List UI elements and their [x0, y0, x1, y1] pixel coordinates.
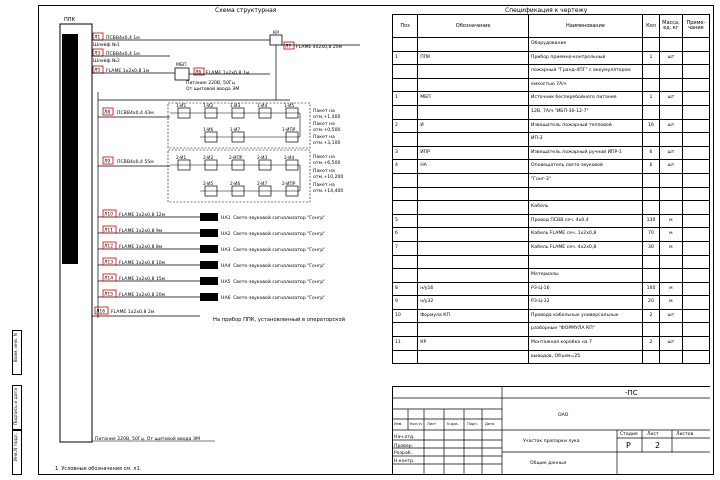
ppk-note: На прибор ППК, установленный в операторской [213, 317, 345, 323]
spec-row: 8 н/у16 РЗ-Ц-16 160 м [393, 282, 710, 296]
svg-text:Свето-звуковой сигнализатор "Г: Свето-звуковой сигнализатор "Гонгр" [233, 280, 326, 285]
spec-row: пожарный "Гранд-4ПГ" с аккумулятором [393, 65, 710, 79]
svg-text:НА6: НА6 [221, 296, 231, 301]
svg-text:отм.+10,200: отм.+10,200 [313, 175, 344, 180]
spec-row: Оборудование [393, 38, 710, 52]
spec-row: "Гонг-3" [393, 173, 710, 187]
scheme-title: Схема структурная [215, 7, 277, 14]
svg-text:Л10: Л10 [104, 212, 114, 218]
cable-tag: Л9 [104, 159, 111, 165]
svg-text:Л15: Л15 [104, 292, 114, 298]
side-box-1: Взам. инв. N [12, 330, 22, 375]
svg-text:2-И5: 2-И5 [203, 182, 214, 187]
svg-text:FLAME 1х2х0,8 12м: FLAME 1х2х0,8 12м [119, 213, 166, 218]
svg-text:FLAME 1х2х0,8 9м: FLAME 1х2х0,8 9м [119, 229, 163, 234]
spec-row: 1 МБП Источник бесперебойного питания 1 шт [393, 92, 710, 106]
sheet-value: 2 [655, 441, 661, 450]
cable-text: ПСВВ4х0,4 55м [117, 160, 154, 165]
sheet-label: Лист [647, 432, 659, 437]
cable-text: ПСВВ4х0,4 1м [106, 36, 140, 41]
spec-row [393, 187, 710, 201]
siren-row [98, 258, 325, 269]
svg-text:2-И6: 2-И6 [230, 182, 241, 187]
svg-text:Свето-звуковой сигнализатор "Г: Свето-звуковой сигнализатор "Гонгр" [233, 232, 326, 237]
spec-row: Кабель [393, 201, 710, 215]
spec-row: 9 н/у32 РЗ-Ц-32 20 м [393, 296, 710, 310]
spec-row: 7 Кабель FLAME сеч. 4х2х0,8 30 м [393, 241, 710, 255]
spec-row: 10 Формула КП Провода кабельные универсальные 2 шт [393, 309, 710, 323]
svg-text:2-И3: 2-И3 [257, 156, 268, 161]
svg-text:НА1: НА1 [221, 216, 231, 221]
spec-body [393, 38, 710, 364]
siren-row [98, 210, 325, 221]
cable-tag: Л1 [94, 35, 101, 41]
footnote: 1. Условные обозначения см. л1. [55, 466, 142, 472]
spec-row: 12В, 7А/ч "ИБП-30-12-7" [393, 105, 710, 119]
spec-row: ИП-3 [393, 133, 710, 147]
svg-text:Л14: Л14 [104, 276, 114, 282]
cable-text: Шлейф №1 [93, 43, 120, 48]
svg-text:НА2: НА2 [221, 232, 231, 237]
side-box-2: Подпись и дата [12, 385, 22, 430]
svg-text:1-ИПР: 1-ИПР [282, 128, 296, 133]
spec-row: 4 НА Оповещатель свето-звуковой 6 шт [393, 160, 710, 174]
svg-text:Свето-звуковой сигнализатор "Г: Свето-звуковой сигнализатор "Гонгр" [233, 216, 326, 221]
object-name: Участок пропарки лука [523, 439, 580, 444]
svg-text:2-И1: 2-И1 [176, 156, 187, 161]
siren-row [98, 226, 325, 237]
role-2: Провер. [394, 444, 414, 449]
svg-text:Пакет на: Пакет на [313, 183, 335, 188]
svg-text:отм.+6,500: отм.+6,500 [313, 161, 341, 166]
loop1-area [168, 103, 310, 148]
stage-label: Стадия [620, 432, 638, 437]
svg-text:1-И4: 1-И4 [257, 104, 268, 109]
ppk-body [62, 34, 78, 264]
spec-row: выводов, Объем=25 [393, 350, 710, 364]
svg-text:Пакет на: Пакет на [313, 122, 335, 127]
org: ОАО [558, 413, 569, 418]
svg-text:Л12: Л12 [104, 244, 114, 250]
spec-title: Спецификация к чертежу [505, 7, 588, 14]
cable-text: FLAME 4х2х0,8 20м [296, 45, 343, 50]
sheet-title: Общие данные [530, 461, 567, 466]
svg-text:FLAME 1х2х0,8 10м: FLAME 1х2х0,8 10м [119, 261, 166, 266]
svg-text:отм.+14,400: отм.+14,400 [313, 189, 344, 194]
spec-row: емкостью 7А/ч [393, 78, 710, 92]
siren-list [98, 210, 325, 301]
svg-text:отм.+0,500: отм.+0,500 [313, 128, 341, 133]
svg-text:НА3: НА3 [221, 248, 231, 253]
mbp-power: Питание 220В, 50Гц [186, 81, 235, 86]
doc-code: -ПС [625, 389, 638, 397]
mbp-box [175, 68, 189, 80]
svg-text:1-И6: 1-И6 [203, 128, 214, 133]
spec-row: 5 Провод ПСВВ сеч. 4х0,4 130 м [393, 214, 710, 228]
svg-text:FLAME 1х2х0,8 8м: FLAME 1х2х0,8 8м [119, 245, 163, 250]
svg-text:НА4: НА4 [221, 264, 231, 269]
svg-text:2-ИПР: 2-ИПР [229, 156, 243, 161]
svg-text:Свето-звуковой сигнализатор "Г: Свето-звуковой сигнализатор "Гонгр" [233, 248, 326, 253]
svg-text:отм.+3,100: отм.+3,100 [313, 141, 341, 146]
cable-text: FLAME 1х2х0,8 2м [111, 310, 155, 315]
kr-box [270, 35, 282, 45]
role-1: Нач.отд. [394, 435, 415, 440]
svg-text:Свето-звуковой сигнализатор "Г: Свето-звуковой сигнализатор "Гонгр" [233, 296, 326, 301]
svg-text:Свето-звуковой сигнализатор "Г: Свето-звуковой сигнализатор "Гонгр" [233, 264, 326, 269]
cable-tag: Л3 [94, 51, 101, 57]
spec-row: 1 ППК Прибор приемно-контрольный 1 шт [393, 51, 710, 65]
svg-text:Л11: Л11 [104, 228, 114, 234]
cable-text: Шлейф №2 [93, 59, 120, 64]
svg-text:FLAME 1х2х0,8 15м: FLAME 1х2х0,8 15м [119, 277, 166, 282]
spec-row: Материалы [393, 269, 710, 283]
stage-value: Р [626, 441, 631, 450]
svg-text:Л13: Л13 [104, 260, 114, 266]
loop2-devices [176, 155, 298, 196]
svg-text:отм.+1,400: отм.+1,400 [313, 115, 341, 120]
cable-tag: Л7 [285, 44, 292, 50]
side-box-3: Инв.N подл. [12, 430, 22, 475]
svg-text:1-И5: 1-И5 [284, 104, 295, 109]
spec-row: разборные "ФОРМУЛА КП" [393, 323, 710, 337]
svg-text:НА5: НА5 [221, 280, 231, 285]
cable-text: ПСВВ4х0,4 43м [117, 111, 154, 116]
svg-text:Пакет на: Пакет на [313, 155, 335, 160]
cable-text: FLAME 1х2х0,8 1м [106, 69, 150, 74]
svg-text:Пакет на: Пакет на [313, 169, 335, 174]
cable-tag: Л16 [96, 309, 106, 315]
cable-tag: Л6 [195, 70, 202, 76]
spec-row: 2 И Извещатель пожарный тепловой 16 шт [393, 119, 710, 133]
role-4: Н.контр. [394, 459, 415, 464]
cable-text: FLAME 1х2х0,8 1м [206, 71, 250, 76]
svg-text:Пакет на: Пакет на [313, 109, 335, 114]
title-block: -ПС ОАО Участок пропарки лука Общие данные Стадия Лист Листов Р 2 Изм. Кол.уч Лист N док. Подп. Дата Нач.отд. Провер. Разраб. Н.контр. [392, 386, 710, 475]
role-3: Разраб. [394, 451, 413, 456]
svg-text:2-И4: 2-И4 [284, 156, 295, 161]
spec-row [393, 255, 710, 269]
spec-table: Поз Обозначение Наименование Кол Масса, ед. кг Приме-чание Оборудование 1 ППК Прибор приемно-контрольный 1 шт пожарный "Гранд-4ПГ" с аккумулятором емкостью 7А/ч 1 МБП Источник бесперебойного питания 1 шт 12В, 7А/ч "ИБП-30-12-7" 2 И Извещатель пожарный тепловой 16 шт ИП-3 3 ИПР Извещатель пожарный ручной ИПР-1 6 шт 4 НА Оповещатель свето-звуковой 6 шт "Гонг-3" Кабель 5 Провод ПСВВ сеч. 4х0,4 130 м 6 Кабель FLAME сеч. 1х2х0,8 70 м 7 Кабель FLAME сеч. 4х2х0,8 30 м Материалы 8 н/у16 РЗ-Ц-16 160 м 9 н/у32 РЗ-Ц-32 20 м 10 Формула КП Провода кабельные универсальные 2 шт разборные "ФОРМУЛА КП" 11 КР Монтажная коробка на 7 2 шт выводов, Объем=25 [392, 14, 710, 364]
power-note: Питание 220В, 50Гц. От щитовой ввода ЭМ [95, 437, 201, 442]
spec-row: 3 ИПР Извещатель пожарный ручной ИПР-1 6 шт [393, 146, 710, 160]
cable-text: ПСВВ4х0,4 1м [106, 52, 140, 57]
kr-label: КР [273, 31, 280, 36]
svg-text:1-И2: 1-И2 [203, 104, 214, 109]
loop1-devices [176, 103, 298, 142]
svg-text:2-ИПР: 2-ИПР [282, 182, 296, 187]
svg-text:2-И2: 2-И2 [203, 156, 214, 161]
svg-text:1-И3: 1-И3 [230, 104, 241, 109]
svg-text:1-И1: 1-И1 [176, 104, 187, 109]
spec-row: 11 КР Монтажная коробка на 7 2 шт [393, 337, 710, 351]
svg-text:FLAME 1х2х0,8 20м: FLAME 1х2х0,8 20м [119, 293, 166, 298]
mbp-label: МБП [176, 63, 187, 68]
cable-tag: Л5 [94, 68, 101, 74]
siren-row [98, 274, 325, 285]
svg-text:1-И7: 1-И7 [230, 128, 241, 133]
siren-row [98, 242, 325, 253]
mbp-power2: От щитовой ввода ЭМ [186, 87, 240, 92]
sheets-label: Листов [676, 432, 694, 437]
spec-row: 6 Кабель FLAME сеч. 1х2х0,8 70 м [393, 228, 710, 242]
svg-text:Пакет на: Пакет на [313, 135, 335, 140]
cable-tag: Л8 [104, 110, 111, 116]
ppk-label: ППК [64, 17, 76, 23]
siren-row [98, 290, 325, 301]
svg-text:2-И7: 2-И7 [257, 182, 268, 187]
